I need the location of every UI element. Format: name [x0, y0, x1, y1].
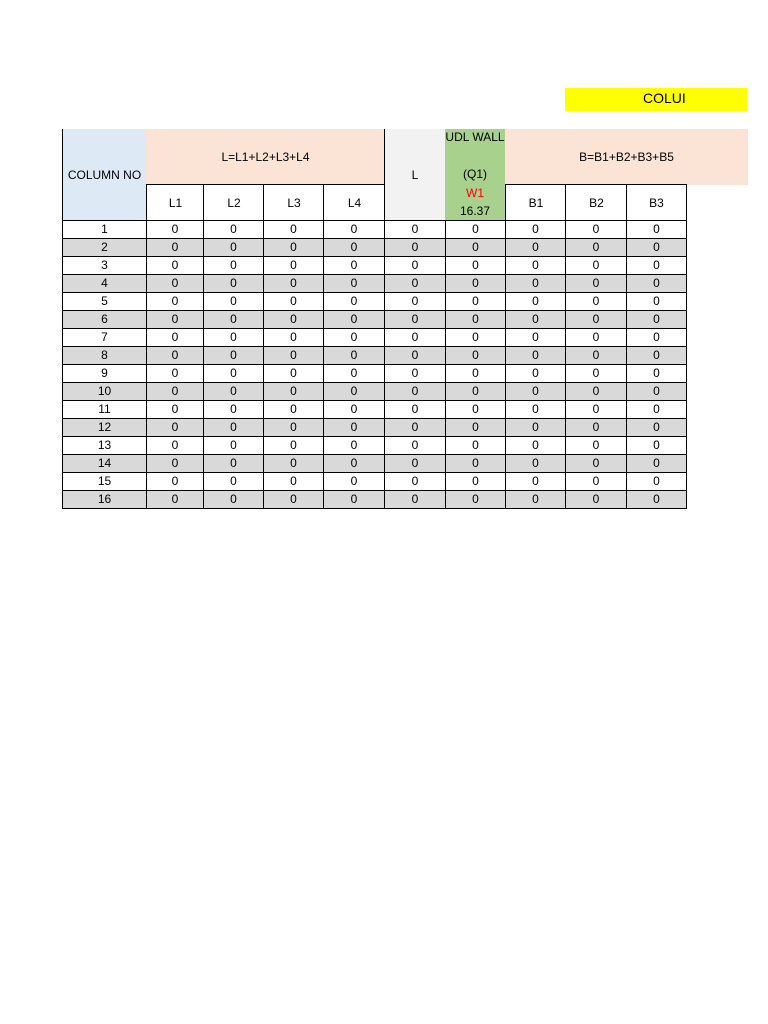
cell-l1[interactable]: 0 — [147, 473, 204, 491]
cell-udl-wall[interactable]: 0 — [446, 329, 506, 347]
cell-l1[interactable]: 0 — [147, 329, 204, 347]
cell-udl-wall[interactable]: 0 — [446, 347, 506, 365]
cell-b1[interactable]: 0 — [506, 419, 566, 437]
cell-column-no[interactable]: 10 — [63, 383, 147, 401]
cell-l2[interactable]: 0 — [204, 311, 264, 329]
cell-l2[interactable]: 0 — [204, 437, 264, 455]
cell-l4[interactable]: 0 — [324, 293, 385, 311]
cell-udl-wall[interactable]: 0 — [446, 491, 506, 509]
cell-column-no[interactable]: 8 — [63, 347, 147, 365]
header-b-group[interactable]: B=B1+B2+B3+B5 — [505, 129, 748, 185]
cell-b3[interactable]: 0 — [627, 275, 687, 293]
cell-l4[interactable]: 0 — [324, 491, 385, 509]
cell-b1[interactable]: 0 — [506, 239, 566, 257]
cell-l2[interactable]: 0 — [204, 401, 264, 419]
cell-b2[interactable]: 0 — [566, 257, 627, 275]
table-row — [63, 221, 687, 239]
header-column-no[interactable]: COLUMN NO — [62, 129, 147, 221]
cell-l2[interactable]: 0 — [204, 455, 264, 473]
cell-l3[interactable]: 0 — [264, 347, 324, 365]
cell-l-total[interactable]: 0 — [385, 221, 446, 239]
cell-l3[interactable]: 0 — [264, 275, 324, 293]
cell-b1[interactable]: 0 — [506, 455, 566, 473]
table-body — [63, 221, 687, 509]
cell-l3[interactable]: 0 — [264, 401, 324, 419]
cell-l3[interactable]: 0 — [264, 455, 324, 473]
cell-b3[interactable]: 0 — [627, 383, 687, 401]
cell-b1[interactable]: 0 — [506, 347, 566, 365]
cell-l-total[interactable]: 0 — [385, 383, 446, 401]
cell-b2[interactable]: 0 — [566, 239, 627, 257]
cell-l-total[interactable]: 0 — [385, 257, 446, 275]
table-row — [63, 275, 687, 293]
cell-l-total[interactable]: 0 — [385, 491, 446, 509]
cell-b3[interactable]: 0 — [627, 437, 687, 455]
cell-l2[interactable]: 0 — [204, 491, 264, 509]
cell-udl-wall[interactable]: 0 — [446, 221, 506, 239]
cell-l4[interactable]: 0 — [324, 239, 385, 257]
cell-b3[interactable]: 0 — [627, 221, 687, 239]
cell-udl-wall[interactable]: 0 — [446, 473, 506, 491]
cell-udl-wall[interactable]: 0 — [446, 455, 506, 473]
cell-l-total[interactable]: 0 — [385, 365, 446, 383]
table-row — [63, 437, 687, 455]
cell-l-total[interactable]: 0 — [385, 347, 446, 365]
table-row — [63, 491, 687, 509]
cell-udl-wall[interactable]: 0 — [446, 311, 506, 329]
cell-l4[interactable]: 0 — [324, 311, 385, 329]
table-row — [63, 311, 687, 329]
cell-column-no[interactable]: 14 — [63, 455, 147, 473]
cell-l4[interactable]: 0 — [324, 329, 385, 347]
table-row — [63, 383, 687, 401]
cell-l1[interactable]: 0 — [147, 221, 204, 239]
sheet-title-cell[interactable] — [565, 88, 747, 111]
cell-udl-wall[interactable]: 0 — [446, 383, 506, 401]
cell-b3[interactable]: 0 — [627, 455, 687, 473]
cell-b2[interactable]: 0 — [566, 437, 627, 455]
cell-l4[interactable]: 0 — [324, 347, 385, 365]
cell-column-no[interactable]: 16 — [63, 491, 147, 509]
udl-q1-label: (Q1) — [463, 167, 487, 181]
cell-l4[interactable]: 0 — [324, 221, 385, 239]
cell-l-total[interactable]: 0 — [385, 275, 446, 293]
cell-udl-wall[interactable]: 0 — [446, 239, 506, 257]
column-data-table — [62, 220, 687, 509]
cell-b3[interactable]: 0 — [627, 473, 687, 491]
cell-l3[interactable]: 0 — [264, 437, 324, 455]
header-udl-wall[interactable] — [445, 129, 506, 221]
cell-udl-wall[interactable]: 0 — [446, 401, 506, 419]
cell-udl-wall[interactable]: 0 — [446, 365, 506, 383]
cell-b1[interactable]: 0 — [506, 221, 566, 239]
cell-b1[interactable]: 0 — [506, 311, 566, 329]
cell-l-total[interactable]: 0 — [385, 455, 446, 473]
cell-b1[interactable]: 0 — [506, 329, 566, 347]
udl-w1-label: W1 — [466, 186, 484, 200]
header-b1[interactable]: B1 — [505, 184, 566, 221]
cell-column-no[interactable]: 1 — [63, 221, 147, 239]
cell-l2[interactable]: 0 — [204, 239, 264, 257]
cell-b1[interactable]: 0 — [506, 383, 566, 401]
cell-l1[interactable]: 0 — [147, 401, 204, 419]
table-row — [63, 257, 687, 275]
cell-column-no[interactable]: 6 — [63, 311, 147, 329]
table-row — [63, 329, 687, 347]
cell-b2[interactable]: 0 — [566, 221, 627, 239]
cell-column-no[interactable]: 7 — [63, 329, 147, 347]
cell-b1[interactable]: 0 — [506, 257, 566, 275]
cell-b2[interactable]: 0 — [566, 293, 627, 311]
sheet-title: COLUI — [643, 90, 686, 106]
cell-l3[interactable]: 0 — [264, 257, 324, 275]
cell-l1[interactable]: 0 — [147, 275, 204, 293]
cell-b1[interactable]: 0 — [506, 275, 566, 293]
cell-l3[interactable]: 0 — [264, 365, 324, 383]
cell-l4[interactable]: 0 — [324, 473, 385, 491]
cell-b1[interactable]: 0 — [506, 401, 566, 419]
cell-l-total[interactable]: 0 — [385, 329, 446, 347]
header-l-total[interactable]: L — [384, 129, 446, 221]
header-l3[interactable]: L3 — [263, 184, 324, 221]
cell-column-no[interactable]: 4 — [63, 275, 147, 293]
cell-b2[interactable]: 0 — [566, 365, 627, 383]
cell-b1[interactable]: 0 — [506, 473, 566, 491]
cell-column-no[interactable]: 13 — [63, 437, 147, 455]
cell-l2[interactable]: 0 — [204, 347, 264, 365]
cell-l4[interactable]: 0 — [324, 383, 385, 401]
cell-l3[interactable]: 0 — [264, 239, 324, 257]
cell-l-total[interactable]: 0 — [385, 419, 446, 437]
cell-l1[interactable]: 0 — [147, 491, 204, 509]
cell-b3[interactable]: 0 — [627, 365, 687, 383]
cell-l2[interactable]: 0 — [204, 473, 264, 491]
cell-b1[interactable]: 0 — [506, 293, 566, 311]
table-row — [63, 401, 687, 419]
cell-l3[interactable]: 0 — [264, 293, 324, 311]
cell-b3[interactable]: 0 — [627, 347, 687, 365]
table-row — [63, 239, 687, 257]
cell-l2[interactable]: 0 — [204, 365, 264, 383]
cell-l-total[interactable]: 0 — [385, 239, 446, 257]
cell-b3[interactable]: 0 — [627, 329, 687, 347]
cell-b2[interactable]: 0 — [566, 329, 627, 347]
cell-b3[interactable]: 0 — [627, 293, 687, 311]
cell-l-total[interactable]: 0 — [385, 311, 446, 329]
cell-b1[interactable]: 0 — [506, 365, 566, 383]
cell-l1[interactable]: 0 — [147, 257, 204, 275]
cell-l1[interactable]: 0 — [147, 239, 204, 257]
table-row — [63, 419, 687, 437]
cell-b3[interactable]: 0 — [627, 257, 687, 275]
header-l-group[interactable]: L=L1+L2+L3+L4 — [146, 129, 385, 185]
cell-l1[interactable]: 0 — [147, 293, 204, 311]
cell-l4[interactable]: 0 — [324, 401, 385, 419]
cell-udl-wall[interactable]: 0 — [446, 257, 506, 275]
cell-l2[interactable]: 0 — [204, 275, 264, 293]
cell-l3[interactable]: 0 — [264, 491, 324, 509]
cell-l3[interactable]: 0 — [264, 311, 324, 329]
cell-b2[interactable]: 0 — [566, 401, 627, 419]
cell-l2[interactable]: 0 — [204, 383, 264, 401]
cell-l1[interactable]: 0 — [147, 437, 204, 455]
cell-b1[interactable]: 0 — [506, 491, 566, 509]
cell-l1[interactable]: 0 — [147, 311, 204, 329]
cell-l1[interactable]: 0 — [147, 365, 204, 383]
cell-l4[interactable]: 0 — [324, 437, 385, 455]
header-l4[interactable]: L4 — [323, 184, 385, 221]
cell-b2[interactable]: 0 — [566, 491, 627, 509]
cell-udl-wall[interactable]: 0 — [446, 437, 506, 455]
cell-l2[interactable]: 0 — [204, 329, 264, 347]
table-row — [63, 455, 687, 473]
cell-b3[interactable]: 0 — [627, 311, 687, 329]
cell-l-total[interactable]: 0 — [385, 473, 446, 491]
cell-l1[interactable]: 0 — [147, 419, 204, 437]
cell-b3[interactable]: 0 — [627, 401, 687, 419]
cell-b2[interactable]: 0 — [566, 455, 627, 473]
cell-b2[interactable]: 0 — [566, 275, 627, 293]
cell-column-no[interactable]: 3 — [63, 257, 147, 275]
cell-b2[interactable]: 0 — [566, 311, 627, 329]
cell-column-no[interactable]: 12 — [63, 419, 147, 437]
cell-b3[interactable]: 0 — [627, 491, 687, 509]
table-row — [63, 473, 687, 491]
cell-l2[interactable]: 0 — [204, 221, 264, 239]
cell-udl-wall[interactable]: 0 — [446, 275, 506, 293]
header-b2[interactable]: B2 — [565, 184, 627, 221]
cell-l3[interactable]: 0 — [264, 383, 324, 401]
header-b3[interactable]: B3 — [626, 184, 687, 221]
cell-column-no[interactable]: 5 — [63, 293, 147, 311]
cell-b2[interactable]: 0 — [566, 473, 627, 491]
cell-l2[interactable]: 0 — [204, 257, 264, 275]
cell-l-total[interactable]: 0 — [385, 293, 446, 311]
udl-wall-label: UDL WALL — [445, 130, 505, 144]
cell-l1[interactable]: 0 — [147, 455, 204, 473]
cell-l3[interactable]: 0 — [264, 221, 324, 239]
cell-column-no[interactable]: 11 — [63, 401, 147, 419]
cell-l3[interactable]: 0 — [264, 473, 324, 491]
cell-l1[interactable]: 0 — [147, 383, 204, 401]
cell-l1[interactable]: 0 — [147, 347, 204, 365]
cell-column-no[interactable]: 15 — [63, 473, 147, 491]
cell-b2[interactable]: 0 — [566, 347, 627, 365]
cell-column-no[interactable]: 2 — [63, 239, 147, 257]
cell-udl-wall[interactable]: 0 — [446, 419, 506, 437]
table-row — [63, 347, 687, 365]
cell-b2[interactable]: 0 — [566, 383, 627, 401]
cell-l3[interactable]: 0 — [264, 329, 324, 347]
cell-b1[interactable]: 0 — [506, 437, 566, 455]
cell-column-no[interactable]: 9 — [63, 365, 147, 383]
header-l2[interactable]: L2 — [203, 184, 264, 221]
cell-l3[interactable]: 0 — [264, 419, 324, 437]
cell-l-total[interactable]: 0 — [385, 401, 446, 419]
udl-w1-value: 16.37 — [459, 204, 491, 218]
cell-l4[interactable]: 0 — [324, 455, 385, 473]
table-row — [63, 293, 687, 311]
cell-l4[interactable]: 0 — [324, 257, 385, 275]
cell-b3[interactable]: 0 — [627, 239, 687, 257]
header-l1[interactable]: L1 — [146, 184, 204, 221]
cell-l2[interactable]: 0 — [204, 419, 264, 437]
cell-l2[interactable]: 0 — [204, 293, 264, 311]
cell-udl-wall[interactable]: 0 — [446, 293, 506, 311]
cell-b3[interactable]: 0 — [627, 419, 687, 437]
cell-l4[interactable]: 0 — [324, 275, 385, 293]
table-row — [63, 365, 687, 383]
cell-l4[interactable]: 0 — [324, 419, 385, 437]
cell-l-total[interactable]: 0 — [385, 437, 446, 455]
cell-l4[interactable]: 0 — [324, 365, 385, 383]
cell-b2[interactable]: 0 — [566, 419, 627, 437]
